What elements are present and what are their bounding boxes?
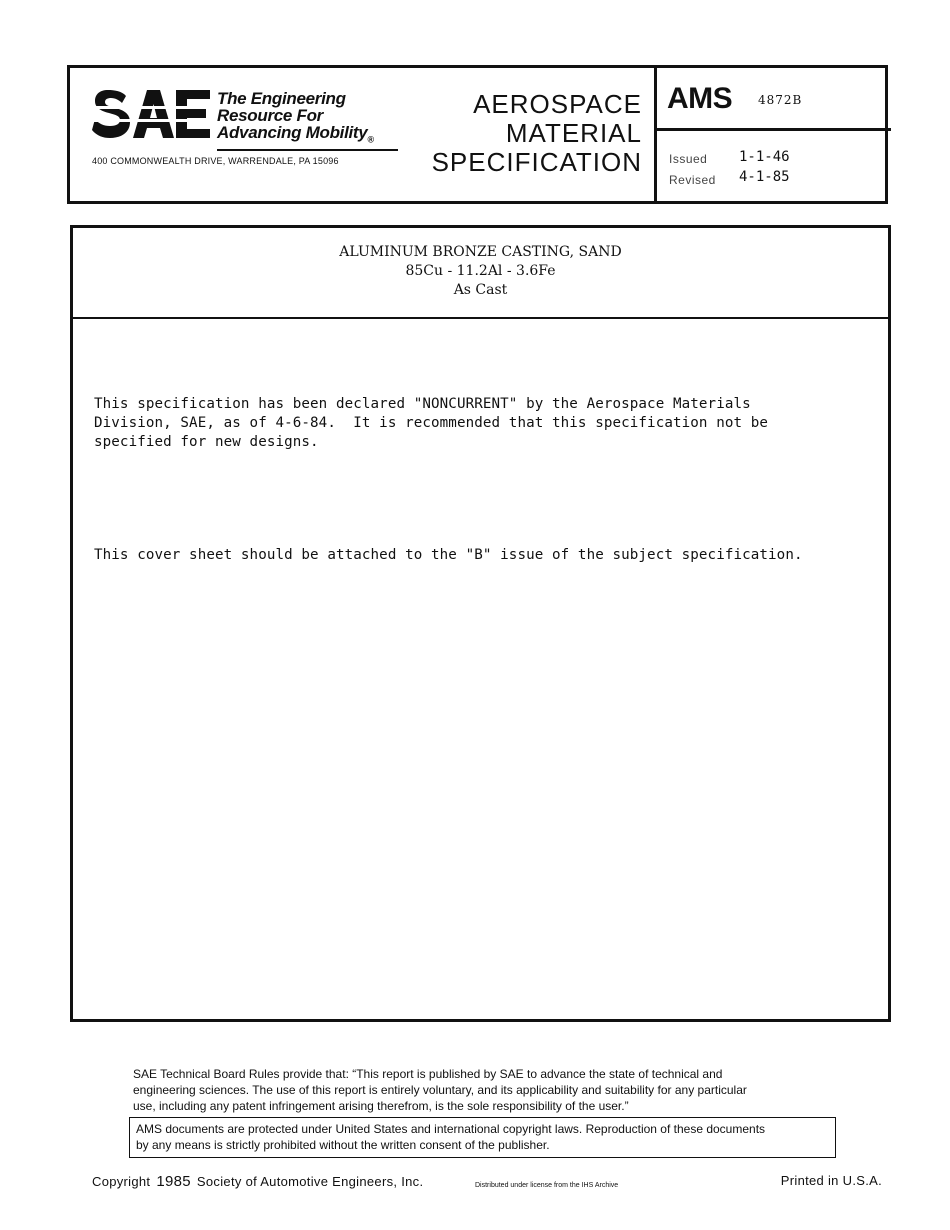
specification-body-box (70, 225, 891, 1022)
registered-mark: ® (367, 134, 374, 145)
copyright-holder: Society of Automotive Engineers, Inc. (196, 1174, 424, 1189)
ams-label: AMS (667, 82, 733, 115)
rules-line-3: use, including any patent infringement arising therefrom, is the sole responsibility of the user.” (133, 1099, 629, 1113)
copyright-line (92, 1173, 423, 1190)
copyright-label: Copyright (92, 1174, 151, 1189)
issued-date: 1-1-46 (739, 149, 790, 165)
publisher-address: 400 COMMONWEALTH DRIVE, WARRENDALE, PA 15096 (92, 156, 339, 166)
document-header (67, 65, 888, 204)
material-title (73, 228, 888, 319)
noncurrent-notice (94, 357, 884, 603)
technical-board-rules (133, 1066, 838, 1114)
spec-title-line-2: MATERIAL (505, 118, 642, 148)
logo-divider (217, 149, 398, 151)
tagline-line-2: Resource For (217, 106, 323, 125)
ams-number: 4872B (758, 93, 803, 107)
sae-logo-mark-icon (92, 88, 212, 140)
sae-tagline (217, 90, 374, 148)
cover-sheet-paragraph: This cover sheet should be attached to the "B" issue of the subject specification. (94, 547, 803, 563)
spec-title-line-1: AEROSPACE (473, 89, 642, 119)
license-note: Distributed under license from the IHS Archive (475, 1182, 619, 1189)
notice-line-2: by any means is strictly prohibited without the written consent of the publisher. (136, 1138, 550, 1152)
spec-title-line-3: SPECIFICATION (431, 147, 642, 177)
copyright-year: 1985 (156, 1173, 191, 1190)
rules-line-1: SAE Technical Board Rules provide that: “This report is published by SAE to advance the state of technical and (133, 1067, 723, 1081)
material-title-line-1: ALUMINUM BRONZE CASTING, SAND (339, 244, 622, 260)
revised-row (669, 173, 716, 187)
spec-title (432, 90, 642, 177)
tagline-line-3: Advancing Mobility (217, 123, 368, 142)
issued-label: Issued (669, 152, 708, 166)
ams-number-cell (657, 65, 891, 131)
tagline-line-1: The Engineering (217, 89, 346, 108)
issued-row (669, 152, 707, 166)
printed-in: Printed in U.S.A. (780, 1173, 882, 1188)
ams-info-box (654, 65, 891, 204)
material-composition: 85Cu - 11.2Al - 3.6Fe (405, 263, 556, 279)
sae-logo (92, 88, 382, 158)
material-condition: As Cast (453, 282, 508, 298)
notice-line-1: AMS documents are protected under United States and international copyright laws. Reproduction of these documents (136, 1122, 766, 1136)
revised-label: Revised (669, 173, 716, 187)
noncurrent-paragraph: This specification has been declared "NONCURRENT" by the Aerospace Materials Division, SAE, as of 4-6-84. It is recommended that this specification not be specified for new designs. (94, 396, 769, 450)
rules-line-2: engineering sciences. The use of this report is entirely voluntary, and its applicability and suitability for any particular (133, 1083, 747, 1097)
copyright-notice-box (129, 1117, 836, 1158)
revised-date: 4-1-85 (739, 169, 790, 185)
